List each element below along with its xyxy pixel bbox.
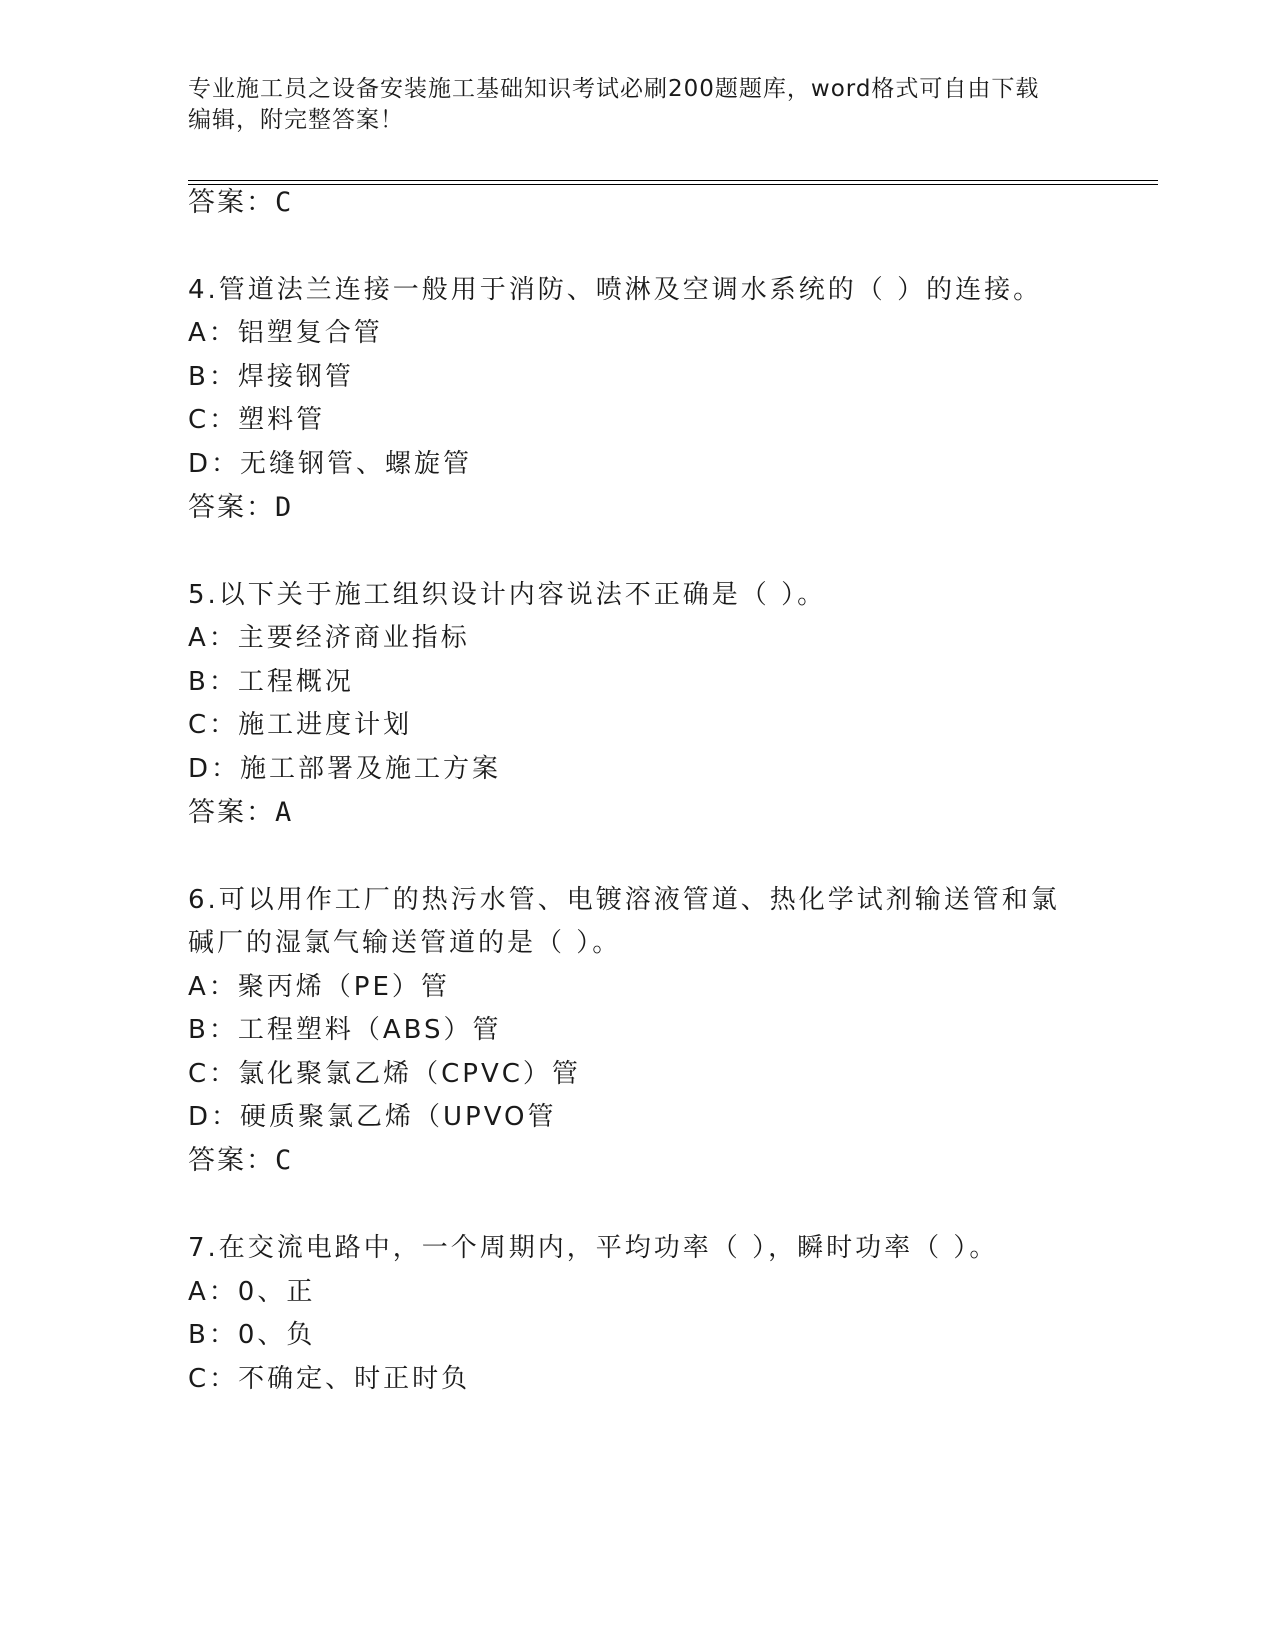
question-7-option-c: C：不确定、时正时负 [188,1364,471,1394]
question-5: 5.以下关于施工组织设计内容说法不正确是（ ）。 [188,580,827,610]
header-line-2: 编辑，附完整答案！ [188,107,404,133]
answer-6: 答案：C [188,1145,294,1176]
question-5-option-a: A：主要经济商业指标 [188,623,470,653]
header-divider-top [188,180,1158,181]
header-line-1: 专业施工员之设备安装施工基础知识考试必刷200题题库，word格式可自由下载 [188,76,1040,102]
answer-4: 答案：D [188,492,294,523]
answer-3: 答案：C [188,187,294,218]
question-7: 7.在交流电路中，一个周期内，平均功率（ ），瞬时功率（ ）。 [188,1233,999,1263]
document-header [188,74,1088,136]
question-6-option-c: C：氯化聚氯乙烯（CPVC）管 [188,1059,581,1089]
question-5-option-b: B：工程概况 [188,667,354,697]
question-6-option-b: B：工程塑料（ABS）管 [188,1015,502,1045]
question-6-continued: 碱厂的湿氯气输送管道的是（ ）。 [188,928,622,958]
question-7-option-b: B：0、负 [188,1320,316,1350]
question-4-option-c: C：塑料管 [188,405,326,435]
header-divider-bottom [188,184,1158,185]
question-6-option-d: D：硬质聚氯乙烯（UPVO管 [188,1102,557,1132]
question-5-option-c: C：施工进度计划 [188,710,413,740]
answer-5: 答案：A [188,797,294,828]
question-4-option-a: A：铝塑复合管 [188,318,383,348]
question-5-option-d: D：施工部署及施工方案 [188,754,502,784]
question-4-option-b: B：焊接钢管 [188,362,354,392]
question-6: 6.可以用作工厂的热污水管、电镀溶液管道、热化学试剂输送管和氯 [188,885,1060,915]
question-4: 4.管道法兰连接一般用于消防、喷淋及空调水系统的（ ）的连接。 [188,275,1043,305]
question-6-option-a: A：聚丙烯（PE）管 [188,972,450,1002]
question-7-option-a: A：0、正 [188,1277,316,1307]
question-4-option-d: D：无缝钢管、螺旋管 [188,449,473,479]
